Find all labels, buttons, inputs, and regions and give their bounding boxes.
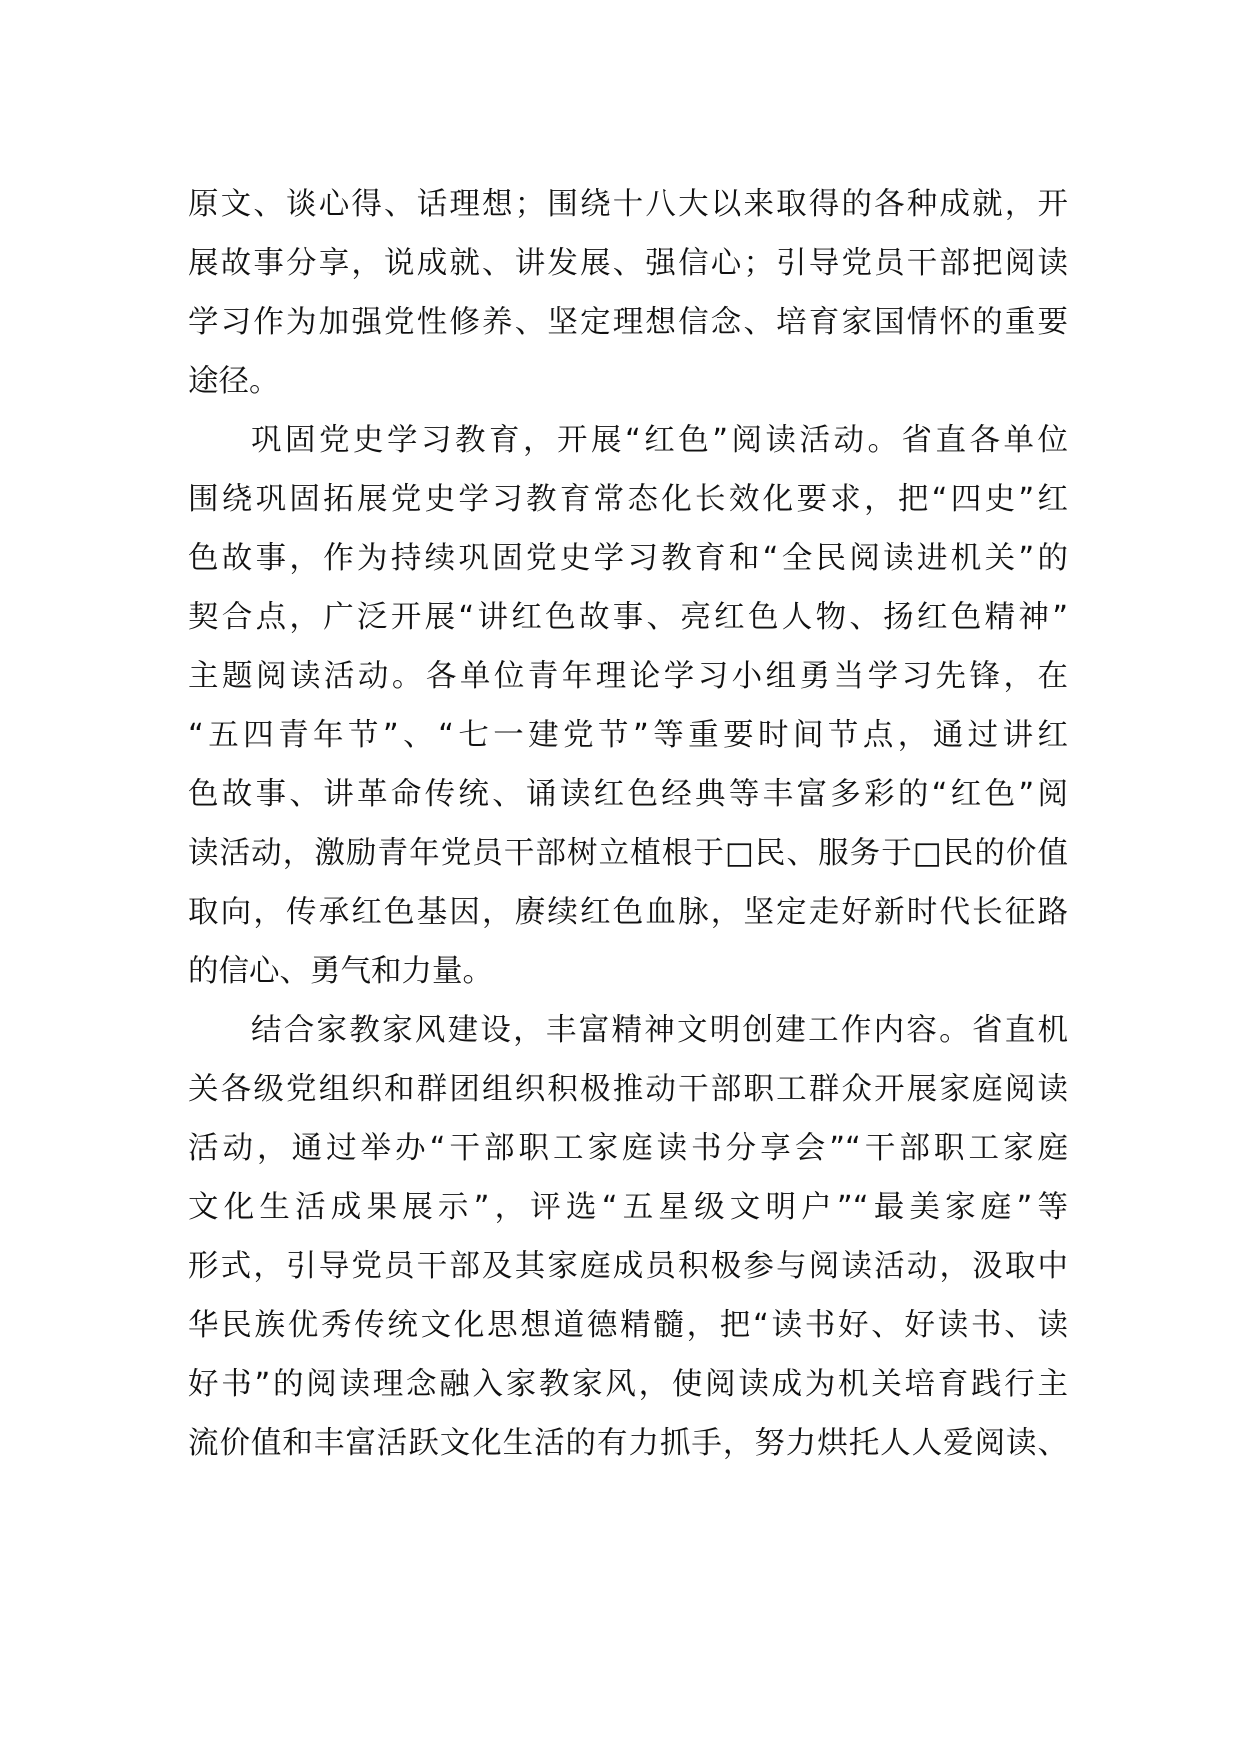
paragraph-line: 契合点，广泛开展“讲红色故事、亮红色人物、扬红色精神” [188,600,1068,635]
paragraph-line: 围绕巩固拓展党史学习教育常态化长效化要求，把“四史”红 [188,482,1068,517]
paragraph-line: 读活动，激励青年党员干部树立植根于□民、服务于□民的价值 [188,836,1068,871]
paragraph-line: 展故事分享，说成就、讲发展、强信心；引导党员干部把阅读 [188,246,1068,281]
paragraph-line: 好书”的阅读理念融入家教家风，使阅读成为机关培育践行主 [188,1367,1068,1402]
paragraph-line: 活动，通过举办“干部职工家庭读书分享会”“干部职工家庭 [188,1131,1068,1166]
paragraph-line: 原文、谈心得、话理想；围绕十八大以来取得的各种成就，开 [188,187,1068,222]
paragraph-line: 学习作为加强党性修养、坚定理想信念、培育家国情怀的重要 [188,305,1068,340]
paragraph-line: 形式，引导党员干部及其家庭成员积极参与阅读活动，汲取中 [188,1249,1068,1284]
paragraph-line: 关各级党组织和群团组织积极推动干部职工群众开展家庭阅读 [188,1072,1068,1107]
paragraph-line: 主题阅读活动。各单位青年理论学习小组勇当学习先锋，在 [188,659,1068,694]
paragraph-line: 取向，传承红色基因，赓续红色血脉，坚定走好新时代长征路 [188,895,1068,930]
paragraph-line: 文化生活成果展示”，评选“五星级文明户”“最美家庭”等 [188,1190,1068,1225]
paragraph-line: 流价值和丰富活跃文化生活的有力抓手，努力烘托人人爱阅读、 [188,1426,1068,1461]
paragraph-line: “五四青年节”、“七一建党节”等重要时间节点，通过讲红 [188,718,1068,753]
paragraph-line: 巩固党史学习教育，开展“红色”阅读活动。省直各单位 [251,423,1068,458]
paragraph-line: 途径。 [188,364,280,399]
paragraph-line: 的信心、勇气和力量。 [188,954,493,989]
paragraph-line: 色故事、讲革命传统、诵读红色经典等丰富多彩的“红色”阅 [188,777,1068,812]
paragraph-line: 色故事，作为持续巩固党史学习教育和“全民阅读进机关”的 [188,541,1068,576]
paragraph-line: 结合家教家风建设，丰富精神文明创建工作内容。省直机 [251,1013,1068,1048]
paragraph-line: 华民族优秀传统文化思想道德精髓，把“读书好、好读书、读 [188,1308,1068,1343]
